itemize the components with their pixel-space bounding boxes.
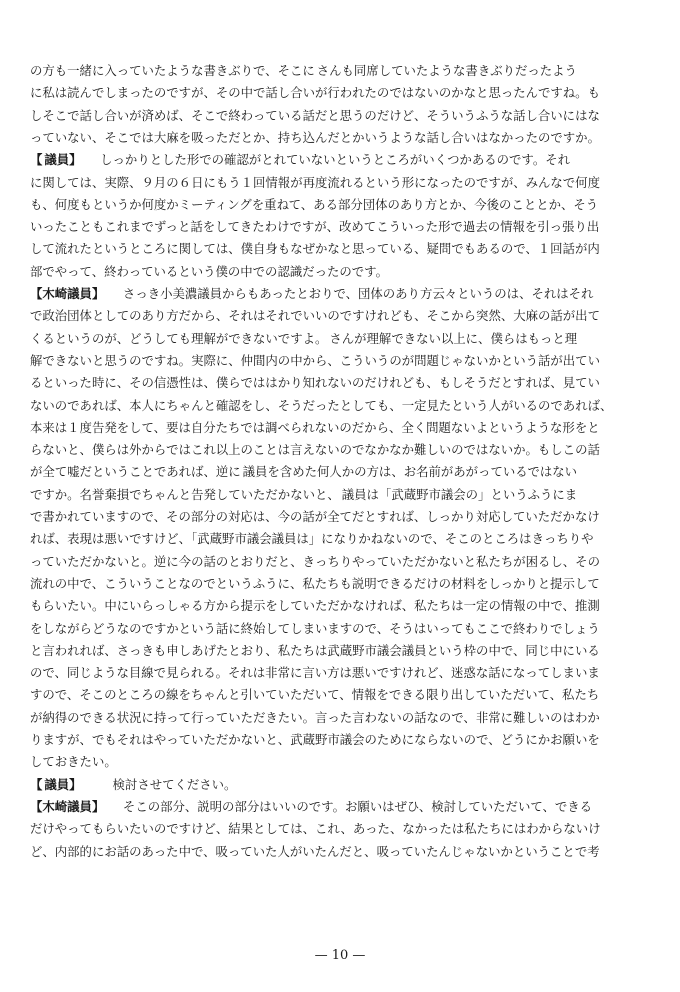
line-text: くるというのが、どうしても理解ができないですよ。 [30,330,328,346]
text-line [30,731,634,749]
text-line [30,843,634,861]
text-line [30,196,634,214]
text-line [30,263,634,281]
line-text: 流れの中で、こういうことなのでというふうに、私たちも説明できるだけの材料をしっかりと提示して [30,575,600,591]
line-text: だけやってもらいたいのですけど、結果としては、これ、あった、なかったは私たちにはわからないけ [30,821,601,837]
line-text: して流れたというところに関しては、僕自身もなぜかなと思っている、疑問でもあるので、１回話が内 [30,241,600,257]
speaker-label: 【木崎議員】 [30,798,99,814]
line-text: らないと、僕らは外からではこれ以上のことは言えないのでなかなか難しいのではないか。もしこの話 [30,442,600,458]
text-line [30,530,634,548]
text-line [30,776,634,794]
line-text: が全て嘘だということであれば、逆に [30,464,241,480]
line-text: いったこともこれまでずっと話をしてきたわけですが、改めてこういった形で過去の情報を引っ張り出 [30,219,600,235]
speaker-label: 【 [30,776,43,792]
line-text: ないのであれば、本人にちゃんと確認をし、そうだったとしても、一定見たという人がいるのであれば、 [30,397,613,413]
line-text: ので、同じような目線で見られる。それは非常に言い方は悪いですけれど、迷惑な話になってしまいま [30,665,600,681]
text-line [30,798,634,816]
text-line [30,753,634,771]
text-line [30,820,634,838]
line-text: っていない、そこでは大麻を吸っただとか、持ち込んだとかいうような話し合いはなかったのですか。 [30,129,600,145]
text-line [30,174,634,192]
text-line [30,463,634,481]
text-line [30,486,634,504]
line-text: さんが理解できない以上に、僕らはもっと理 [329,330,578,346]
text-line [30,642,634,660]
text-line [30,285,634,303]
line-text: 検討させてください。 [75,776,237,792]
text-line [30,62,634,80]
line-text: で書かれていますので、その部分の対応は、今の話が全てだとすれば、しっかり対応していただかなけ [30,509,600,524]
speaker-label: 【木崎議員】 [30,286,99,301]
text-line [30,686,634,704]
line-text: に関しては、実際、９月の６日にもう１回情報が再度流れるという形になったのですが、みんなで何度 [30,174,600,190]
text-line [30,129,634,147]
line-text: しそこで話し合いが済めば、そこで終わっている話だと思うのだけど、そういうふうな話し合いにはな [30,107,600,123]
line-text: 解できないと思うのですね。実際に、仲間内の中から、こういうのが問題じゃないかという話が出てい [30,352,600,368]
line-text: りますが、でもそれはやっていただかないと、武蔵野市議会のためにならないので、どうにかお願いを [30,732,600,747]
text-line [30,240,634,258]
line-text: しっかりとした形での確認がとれていないというところがいくつかあるのです。それ [75,152,571,168]
line-text: しておきたい。 [30,754,117,770]
text-line [30,597,634,615]
text-line [30,218,634,236]
speaker-label: 【 [30,152,43,168]
line-text: ど、内部的にお話のあった中で、吸っていた人がいたんだと、吸っていたんじゃないかということで考 [30,843,600,859]
line-text: の方も一緒に入っていたような書きぶりで、そこに [30,63,315,78]
line-text: さんも同席していたような書きぶりだったよう [316,63,577,78]
text-line [30,709,634,727]
line-text: 議員を含めた何人かの方は、お名前があがっているではない [242,464,578,480]
text-line [30,84,634,102]
line-text: 部でやって、終わっているという僕の中での認識だったのです。 [30,263,388,279]
text-line [30,664,634,682]
text-line [30,107,634,125]
text-line [30,352,634,370]
line-text: そこの部分、説明の部分はいいのです。お願いはぜひ、検討していただいて、できる [98,798,593,814]
line-text: ですか。名誉棄損でちゃんと告発していただかないと、 [30,486,340,502]
text-line [30,307,634,325]
line-text: で政治団体としてのあり方だから、それはそれでいいのですけれども、そこから突然、大麻の話が出て [30,308,600,324]
text-line [30,397,634,415]
text-line [30,441,634,459]
line-text: 本来は１度告発をして、要は自分たちでは調べられないのだから、全く問題ないよというような形をと [30,419,600,435]
line-text: が納得のできる状況に持って行っていただきたい。言った言わないの話なので、非常に難しいのはわか [30,709,600,725]
line-text: と言われれば、さっきも申しあげたとおり、私たちは武蔵野市議会議員という枠の中で、同じ中にいる [30,642,600,658]
line-text: に私は読んでしまったのですが、その中で話し合いが行われたのではないのかなと思ったんですね。も [30,85,600,101]
speaker-label: 議員】 [44,152,76,168]
text-line [30,508,634,526]
line-text: っていただかないと。逆に今の話のとおりだと、きっちりやっていただかないと私たちが困るし、その [30,553,600,569]
line-text: 議員は「武蔵野市議会の」というふうにま [341,486,578,502]
line-text: も、何度もというか何度かミーティングを重ねて、ある部分団体のあり方とか、今後のこととか、そう [30,196,599,212]
text-line [30,330,634,348]
line-text: さっき小美濃議員からもあったとおりで、団体のあり方云々というのは、それはそれ [98,286,594,301]
line-text: すので、そこのところの線をちゃんと引いていただいて、情報をできる限り出していただいて、私たち [30,687,600,703]
line-text: もらいたい。中にいらっしゃる方から提示をしていただかなければ、私たちは一定の情報の中で、推測 [30,598,600,614]
text-line [30,374,634,392]
line-text: れば、表現は悪いですけど、「武蔵野市議会議員は」になりかねないので、そこのところはきっちりや [30,531,594,547]
text-line [30,553,634,571]
text-line [30,151,634,169]
page-number: — 10 — [314,948,366,963]
line-text: るといった時に、その信憑性は、僕らでははかり知れないのだけれども、もしそうだとすれば、見てい [30,375,600,391]
text-line [30,419,634,437]
text-line [30,620,634,638]
line-text: をしながらどうなのですかという話に終始してしまいますので、そうはいってもここで終わりでしょう [30,620,600,636]
speaker-label: 議員】 [44,776,76,792]
text-line [30,575,634,593]
